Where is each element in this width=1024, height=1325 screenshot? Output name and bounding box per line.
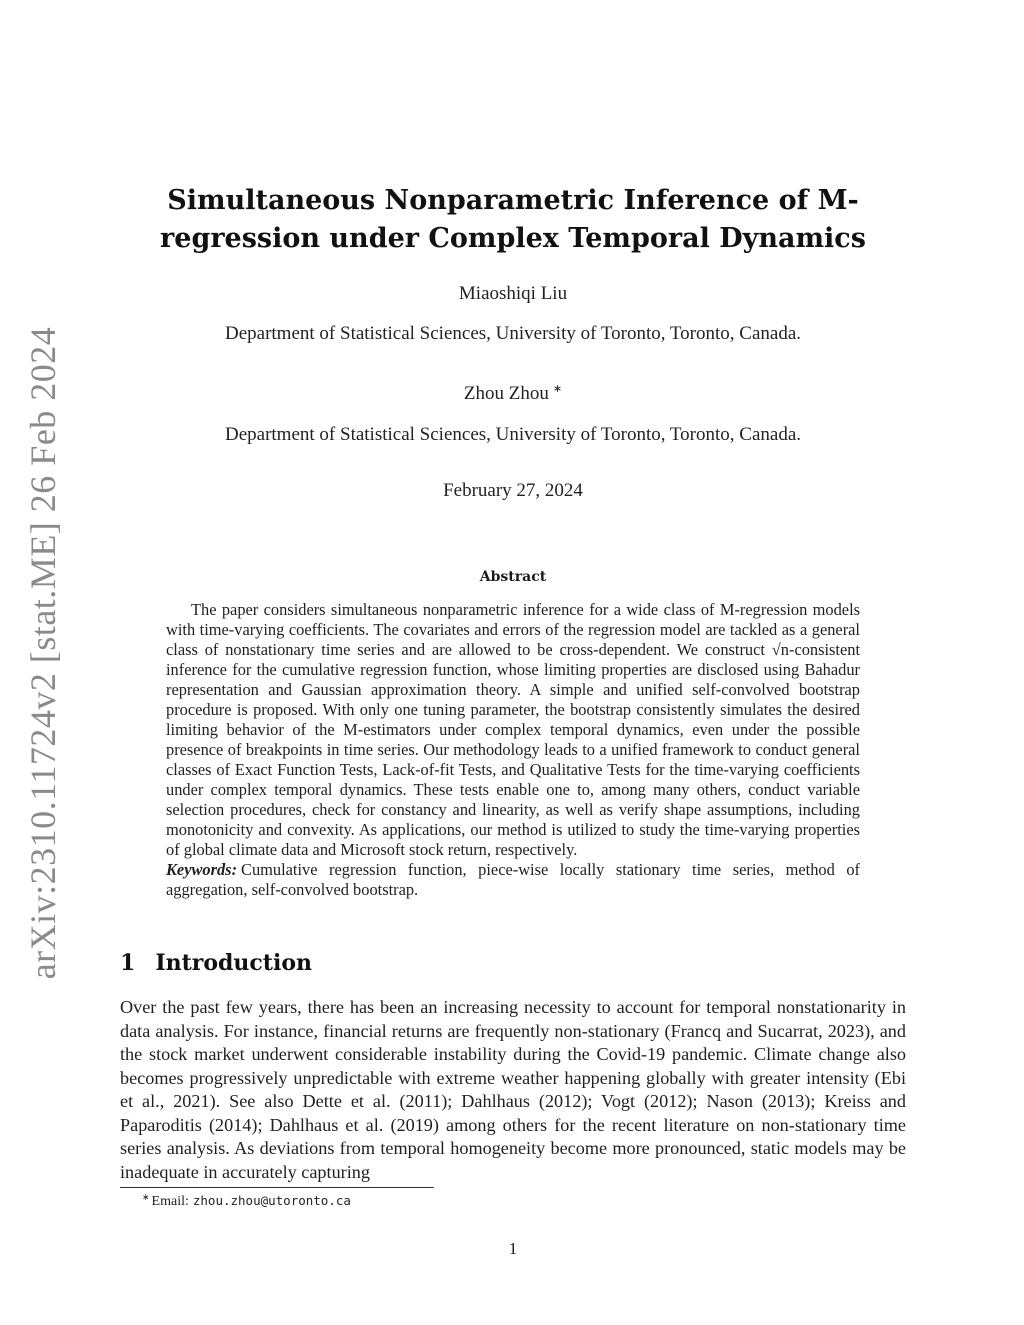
paper-title: Simultaneous Nonparametric Inference of M-regression under Complex Temporal Dynamics — [160, 185, 866, 254]
footnote-label: Email: — [151, 1194, 189, 1209]
author-line-2 — [120, 382, 906, 405]
footnote-email-link[interactable]: zhou.zhou@utoronto.ca — [192, 1193, 351, 1208]
footnote-divider — [120, 1187, 434, 1188]
section-number: 1 — [120, 950, 136, 976]
footnote — [142, 1192, 351, 1210]
keywords-label: Keywords: — [166, 860, 238, 879]
author-affiliation-2: Department of Statistical Sciences, University of Toronto, Toronto, Canada. — [224, 424, 801, 445]
author-affiliation-1: Department of Statistical Sciences, University of Toronto, Toronto, Canada. — [224, 323, 801, 344]
author-name-2: Zhou Zhou — [463, 383, 549, 404]
section-heading — [120, 950, 312, 976]
introduction-paragraph: Over the past few years, there has been an increasing necessity to account for temporal nonstationarity in data analysis. For instance, financial returns are frequently non-stationary (Francq and Sucarrat, 2023), and the stock market underwent considerable instability during the Covid-19 pandemic. Climate change also becomes progressively unpredictable with extreme weather happening globally with greater intensity (Ebi et al., 2021). See also Dette et al. (2011); Dahlhaus (2012); Vogt (2012); Nason (2013); Kreiss and Paparoditis (2014); Dahlhaus et al. (2019) among others for the recent literature on non-stationary time series analysis. As deviations from temporal homogeneity become more pronounced, static models may be inadequate in accurately capturing — [120, 997, 906, 1182]
author-footnote-mark[interactable]: ∗ — [552, 383, 563, 395]
abstract-block — [166, 600, 860, 900]
footnote-mark: ∗ — [142, 1192, 150, 1202]
paper-date: February 27, 2024 — [443, 480, 583, 501]
keywords-line — [166, 860, 860, 900]
abstract-body: The paper considers simultaneous nonparametric inference for a wide class of M-regression models with time-varying coefficients. The covariates and errors of the regression model are tackled as a general class of nonstationary time series and are allowed to be cross-dependent. We construct √n-consistent inference for the cumulative regression function, whose limiting properties are disclosed using Bahadur representation and Gaussian approximation theory. A simple and unified self-convolved bootstrap procedure is proposed. With only one tuning parameter, the bootstrap consistently simulates the desired limiting behavior of the M-estimators under complex temporal dynamics, even under the possible presence of breakpoints in time series. Our methodology leads to a unified framework to conduct general classes of Exact Function Tests, Lack-of-fit Tests, and Qualitative Tests for the time-varying coefficients under complex temporal dynamics. These tests enable one to, among many others, conduct variable selection procedures, check for constancy and linearity, as well as verify shape assumptions, including monotonicity and convexity. As applications, our method is utilized to study the time-varying properties of global climate data and Microsoft stock return, respectively. — [166, 600, 860, 859]
abstract-heading: Abstract — [479, 569, 547, 585]
arxiv-identifier-stamp: arXiv:2310.11724v2 [stat.ME] 26 Feb 2024 — [23, 326, 63, 980]
keywords-text: Cumulative regression function, piece-wise locally stationary time series, method of aggregation, self-convolved bootstrap. — [166, 860, 860, 899]
author-name-1: Miaoshiqi Liu — [458, 283, 568, 304]
section-title: Introduction — [155, 950, 312, 976]
page-number: 1 — [508, 1239, 518, 1258]
